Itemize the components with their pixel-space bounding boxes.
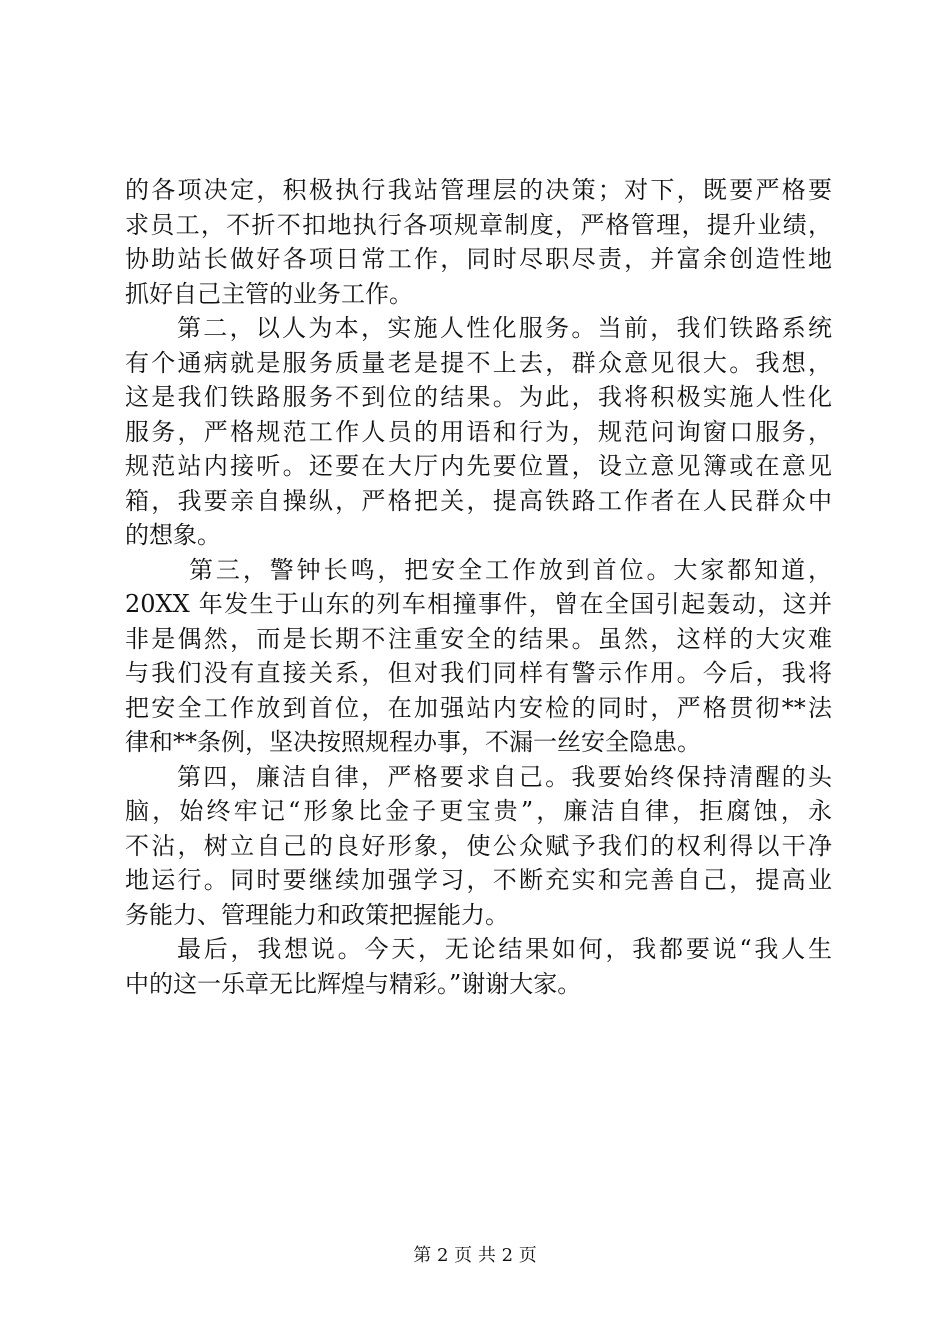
text-line: 脑，始终牢记“形象比金子更宝贵”，廉洁自律，拒腐蚀，永: [125, 797, 832, 825]
text-line: 有个通病就是服务质量老是提不上去，群众意见很大。我想，: [125, 348, 832, 377]
paragraph-start-line: 最后，我想说。今天，无论结果如何，我都要说“我人生: [177, 935, 832, 963]
text-line: 箱，我要亲自操纵，严格把关，提高铁路工作者在人民群众中: [125, 486, 832, 515]
text-line: 规范站内接听。还要在大厅内先要位置，设立意见簿或在意见: [125, 452, 832, 480]
text-line: 抓好自己主管的业务工作。: [125, 279, 413, 308]
text-line: 中的这一乐章无比辉煌与精彩。”谢谢大家。: [125, 969, 582, 998]
text-line: 把安全工作放到首位，在加强站内安检的同时，严格贯彻**法: [125, 693, 832, 722]
text-line: 律和**条例，坚决按照规程办事，不漏一丝安全隐患。: [125, 728, 701, 756]
paragraph-start-line: 第三，警钟长鸣，把安全工作放到首位。大家都知道，: [189, 555, 832, 584]
text-line: 地运行。同时要继续加强学习，不断充实和完善自己，提高业: [125, 866, 832, 894]
text-line: 与我们没有直接关系，但对我们同样有警示作用。今后，我将: [125, 659, 832, 687]
page-footer: [0, 1244, 950, 1268]
paragraph-start-line: 第四，廉洁自律，严格要求自己。我要始终保持清醒的头: [177, 762, 832, 791]
document-body: [125, 173, 832, 1001]
text-line: 非是偶然，而是长期不注重安全的结果。虽然，这样的大灾难: [125, 624, 832, 653]
text-line: 协助站长做好各项日常工作，同时尽职尽责，并富余创造性地: [125, 245, 832, 273]
text-line: 20XX 年发生于山东的列车相撞事件，曾在全国引起轰动，这并: [125, 590, 832, 618]
text-line: 的各项决定，积极执行我站管理层的决策；对下，既要严格要: [125, 176, 832, 204]
text-line: 不沾，树立自己的良好形象，使公众赋予我们的权利得以干净: [125, 831, 832, 860]
text-line: 的想象。: [125, 521, 221, 549]
page-number-label: 第 2 页 共 2 页: [413, 1245, 537, 1266]
text-line: 这是我们铁路服务不到位的结果。为此，我将积极实施人性化: [125, 383, 832, 411]
paragraph-start-line: 第二，以人为本，实施人性化服务。当前，我们铁路系统: [177, 314, 832, 342]
text-line: 求员工，不折不扣地执行各项规章制度，严格管理，提升业绩，: [125, 210, 832, 239]
text-line: 服务，严格规范工作人员的用语和行为，规范问询窗口服务，: [125, 417, 832, 446]
text-line: 务能力、管理能力和政策把握能力。: [125, 900, 509, 929]
